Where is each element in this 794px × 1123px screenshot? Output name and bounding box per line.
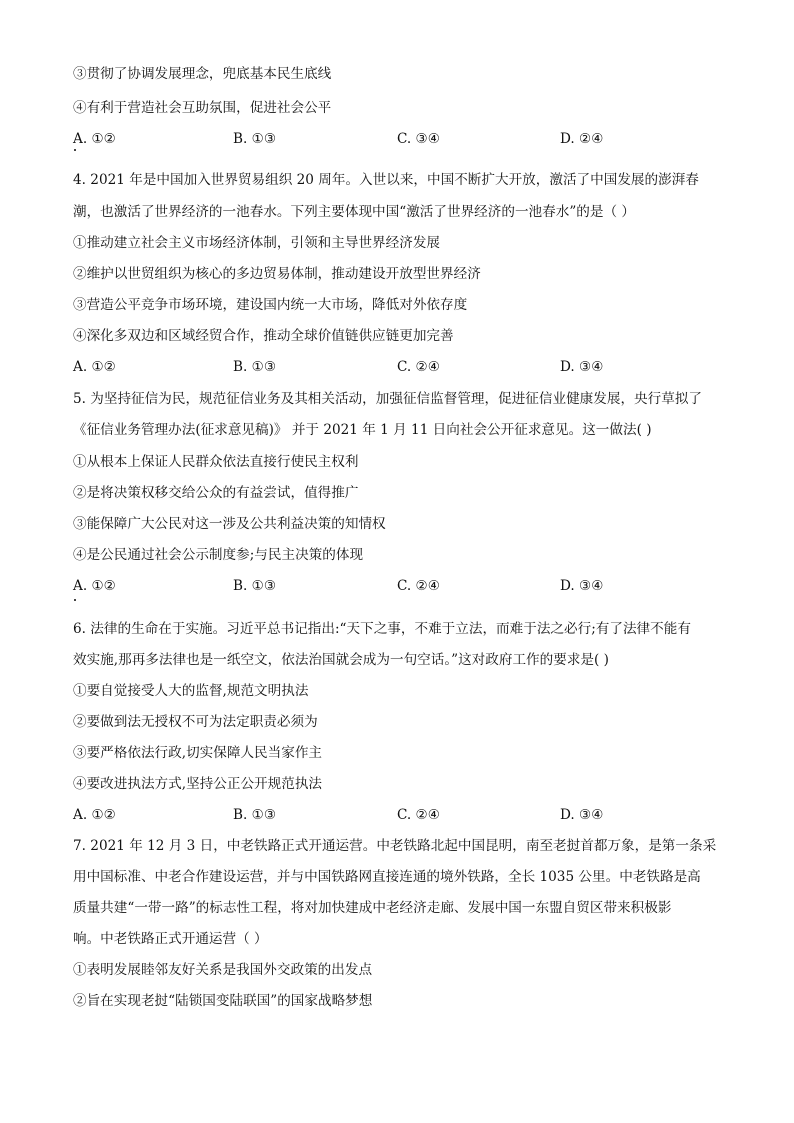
option-b: B. ①③ xyxy=(233,807,277,823)
statement: ①推动建立社会主义市场经济体制，引领和主导世界经济发展 xyxy=(73,235,441,251)
mark-dot xyxy=(74,599,76,601)
statement: ②要做到法无授权不可为法定职责必须为 xyxy=(73,714,318,730)
option-d: D. ③④ xyxy=(560,359,604,375)
statement: ④深化多双边和区域经贸合作，推动全球价值链供应链更加完善 xyxy=(73,328,454,344)
statement: ①表明发展睦邻友好关系是我国外交政策的出发点 xyxy=(73,962,373,978)
statement: ②旨在实现老挝“陆锁国变陆联国”的国家战略梦想 xyxy=(73,993,373,1009)
option-a: A. ①② xyxy=(73,131,116,147)
option-c: C. ②④ xyxy=(397,578,440,594)
statement: ④要改进执法方式,坚持公正公开规范执法 xyxy=(73,776,323,792)
statement: ①要自觉接受人大的监督,规范文明执法 xyxy=(73,683,309,699)
question-7-stem: 7. 2021 年 12 月 3 日，中老铁路正式开通运营。中老铁路北起中国昆明，南至老挝首都万象，是第一条采 xyxy=(73,838,717,854)
statement: ③要严格依法行政,切实保障人民当家作主 xyxy=(73,745,323,761)
statement: ③能保障广大公民对这一涉及公共利益决策的知情权 xyxy=(73,516,386,532)
option-a: A. ①② xyxy=(73,359,116,375)
option-c: C. ②④ xyxy=(397,359,440,375)
option-a: A. ①② xyxy=(73,578,116,594)
statement: ①从根本上保证人民群众依法直接行使民主权利 xyxy=(73,454,359,470)
option-c: C. ③④ xyxy=(397,131,440,147)
question-7-stem: 用中国标准、中老合作建设运营，并与中国铁路网直接连通的境外铁路，全长 1035 公里。中老铁路是高 xyxy=(73,869,701,885)
question-7-stem: 响。中老铁路正式开通运营（ ） xyxy=(73,931,268,947)
option-a: A. ①② xyxy=(73,807,116,823)
statement: ④有利于营造社会互助氛围，促进社会公平 xyxy=(73,100,332,116)
question-5-stem: 5. 为坚持征信为民，规范征信业务及其相关活动，加强征信监督管理，促进征信业健康发展，央行草拟了 xyxy=(73,391,703,407)
statement: ②维护以世贸组织为核心的多边贸易体制，推动建设开放型世界经济 xyxy=(73,266,481,282)
statement: ③贯彻了协调发展理念，兜底基本民生底线 xyxy=(73,66,332,82)
statement: ③营造公平竞争市场环境，建设国内统一大市场，降低对外依存度 xyxy=(73,297,468,313)
question-4-stem: 潮，也激活了世界经济的一池春水。下列主要体现中国“激活了世界经济的一池春水”的是（ ） xyxy=(73,204,635,220)
option-d: D. ③④ xyxy=(560,807,604,823)
question-6-stem: 6. 法律的生命在于实施。习近平总书记指出:“天下之事，不难于立法，而难于法之必行;有了法律不能有 xyxy=(73,621,691,637)
option-b: B. ①③ xyxy=(233,359,277,375)
question-4-stem: 4. 2021 年是中国加入世界贸易组织 20 周年。入世以来，中国不断扩大开放，激活了中国发展的澎湃春 xyxy=(73,172,699,188)
option-b: B. ①③ xyxy=(233,131,277,147)
question-5-stem: 《征信业务管理办法(征求意见稿)》 并于 2021 年 1 月 11 日向社会公开征求意见。这一做法( ) xyxy=(73,422,652,438)
option-d: D. ②④ xyxy=(560,131,604,147)
mark-dot xyxy=(74,149,76,151)
option-c: C. ②④ xyxy=(397,807,440,823)
question-6-stem: 效实施,那再多法律也是一纸空文，依法治国就会成为一句空话。”这对政府工作的要求是( ) xyxy=(73,652,609,668)
option-b: B. ①③ xyxy=(233,578,277,594)
option-d: D. ③④ xyxy=(560,578,604,594)
statement: ②是将决策权移交给公众的有益尝试，值得推广 xyxy=(73,485,359,501)
question-7-stem: 质量共建“一带一路”的标志性工程，将对加快建成中老经济走廊、发展中国一东盟自贸区带来积极影 xyxy=(73,900,672,916)
statement: ④是公民通过社会公示制度参;与民主决策的体现 xyxy=(73,547,364,563)
